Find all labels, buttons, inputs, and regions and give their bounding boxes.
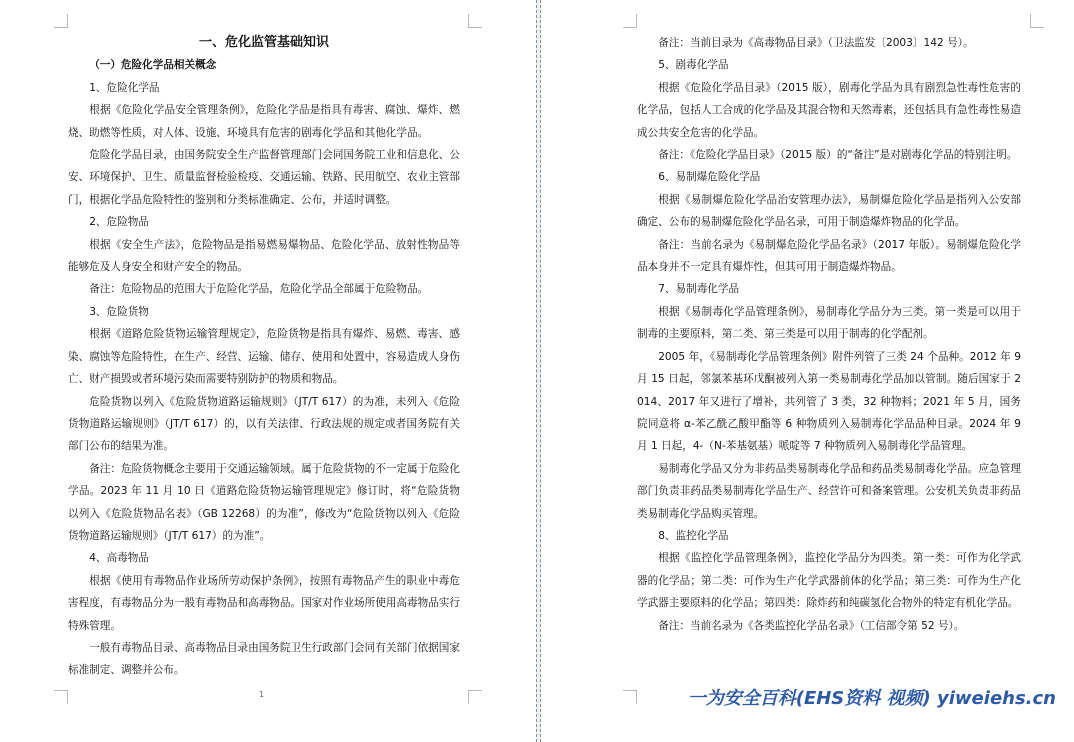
paragraph: 6、易制爆危险化学品 [658,171,761,184]
paragraph: 根据《监控化学品管理条例》，监控化学品分为四类。第一类：可作为化学武器的化学品；第二类：可作为生产化学武器前体的化学品；第三类：可作为生产化学武器主要原料的化学品；第四类：除炸药和纯碳氢化合物外的特定有机化学品。 [637,552,1021,610]
paragraph: 备注：危险物品的范围大于危险化学品，危险化学品全部属于危险物品。 [89,283,429,296]
paragraph: 备注：《危险化学品目录》（2015 版）的“备注”是对剧毒化学品的特别注明。 [658,149,1018,162]
paragraph: 根据《危险化学品安全管理条例》，危险化学品是指具有毒害、腐蚀、爆炸、燃烧、助燃等性质，对人体、设施、环境具有危害的剧毒化学品和其他化学品。 [68,104,460,139]
paragraph: 备注：危险货物概念主要用于交通运输领域。属于危险货物的不一定属于危险化学品。2023 年 11 月 10 日《道路危险货物运输管理规定》修订时，将“危险货物以列入《危险货物品名表》（GB 12268）的为准”，修改为“危险货物以列入《危险货物道路运输规则》（JT/T 617）的为准”。 [68,462,460,542]
paragraph: 8、监控化学品 [658,529,729,542]
margin-corner-top-left [623,14,637,28]
site-watermark: 一为安全百科(EHS资料 视频) yiweiehs.cn [687,688,1056,709]
paragraph: 根据《安全生产法》，危险物品是指易燃易爆物品、危险化学品、放射性物品等能够危及人身安全和财产安全的物品。 [68,238,460,274]
paragraph: 2、危险物品 [89,216,149,229]
paragraph: 7、易制毒化学品 [658,283,740,296]
paragraph: 危险化学品目录，由国务院安全生产监督管理部门会同国务院工业和信息化、公安、环境保护、卫生、质量监督检验检疫、交通运输、铁路、民用航空、农业主管部门，根据化学品危险特性的鉴别和分类标准确定、公布，并适时调整。 [68,149,460,206]
paragraph: 一般有毒物品目录、高毒物品目录由国务院卫生行政部门会同有关部门依据国家标准制定、调整并公布。 [68,641,460,677]
paragraph: 根据《使用有毒物品作业场所劳动保护条例》，按照有毒物品产生的职业中毒危害程度，有毒物品分为一般有毒物品和高毒物品。国家对作业场所使用高毒物品实行特殊管理。 [68,574,460,632]
paragraph: 备注：当前名录为《各类监控化学品名录》（工信部令第 52 号）。 [658,619,965,632]
paragraph: 4、高毒物品 [89,552,149,565]
paragraph: 5、剧毒化学品 [658,59,729,72]
margin-corner-bottom-left [54,690,68,704]
paragraph: 根据《易制爆危险化学品治安管理办法》，易制爆危险化学品是指列入公安部确定、公布的易制爆危险化学品名录，可用于制造爆炸物品的化学品。 [637,193,1021,229]
document-page-2 [541,0,1074,742]
page-1-body [68,32,460,682]
paragraph: 1、危险化学品 [89,81,160,94]
document-page-1 [0,0,536,742]
paragraph: 根据《道路危险货物运输管理规定》，危险货物是指具有爆炸、易燃、毒害、感染、腐蚀等危险特性，在生产、经营、运输、储存、使用和处置中，容易造成人身伤亡、财产损毁或者环境污染而需要特别防护的物质和物品。 [68,328,460,386]
margin-corner-bottom-right [468,690,482,704]
paragraph: 2005 年，《易制毒化学品管理条例》附件列管了三类 24 个品种。2012 年 9 月 15 日起，邻氯苯基环戊酮被列入第一类易制毒化学品加以管制。随后国家于 2014、2017 年又进行了增补，共列管了 3 类，32 种物料；2021 年 5 月，国务院同意将 α-苯乙酰乙酸甲酯等 6 种物质列入易制毒化学品品种目录。2024 年 9 月 1 日起，4-（N-苯基氨基）哌啶等 7 种物质列入易制毒化学品管理。 [637,350,1021,453]
page-2-body [637,32,1021,637]
paragraph: 3、危险货物 [89,305,149,318]
paragraph: 危险货物以列入《危险货物道路运输规则》（JT/T 617）的为准，未列入《危险货物道路运输规则》（JT/T 617）的，以有关法律、行政法规的规定或者国务院有关部门公布的结果为准。 [68,395,460,453]
margin-corner-top-left [54,14,68,28]
paragraph: 备注：当前名录为《易制爆危险化学品名录》（2017 年版）。易制爆危险化学品本身并不一定具有爆炸性，但其可用于制造爆炸物品。 [637,238,1021,274]
margin-corner-bottom-left [623,690,637,704]
page-number: 1 [259,690,265,699]
subsection-heading: （一）危险化学品相关概念 [89,59,217,72]
paragraph: 根据《危险化学品目录》（2015 版），剧毒化学品为具有剧烈急性毒性危害的化学品，包括人工合成的化学品及其混合物和天然毒素，还包括具有急性毒性易造成公共安全危害的化学品。 [637,81,1021,139]
margin-corner-top-right [468,14,482,28]
section-heading: 一、危化监管基础知识 [198,35,329,50]
paragraph: 易制毒化学品又分为非药品类易制毒化学品和药品类易制毒化学品。应急管理部门负责非药品类易制毒化学品生产、经营许可和备案管理。公安机关负责非药品类易制毒化学品购买管理。 [637,462,1021,520]
margin-corner-top-right [1030,14,1044,28]
paragraph: 根据《易制毒化学品管理条例》，易制毒化学品分为三类。第一类是可以用于制毒的主要原料，第二类、第三类是可以用于制毒的化学配剂。 [637,305,1021,341]
paragraph: 备注：当前目录为《高毒物品目录》（卫法监发〔2003〕142 号）。 [658,37,974,49]
